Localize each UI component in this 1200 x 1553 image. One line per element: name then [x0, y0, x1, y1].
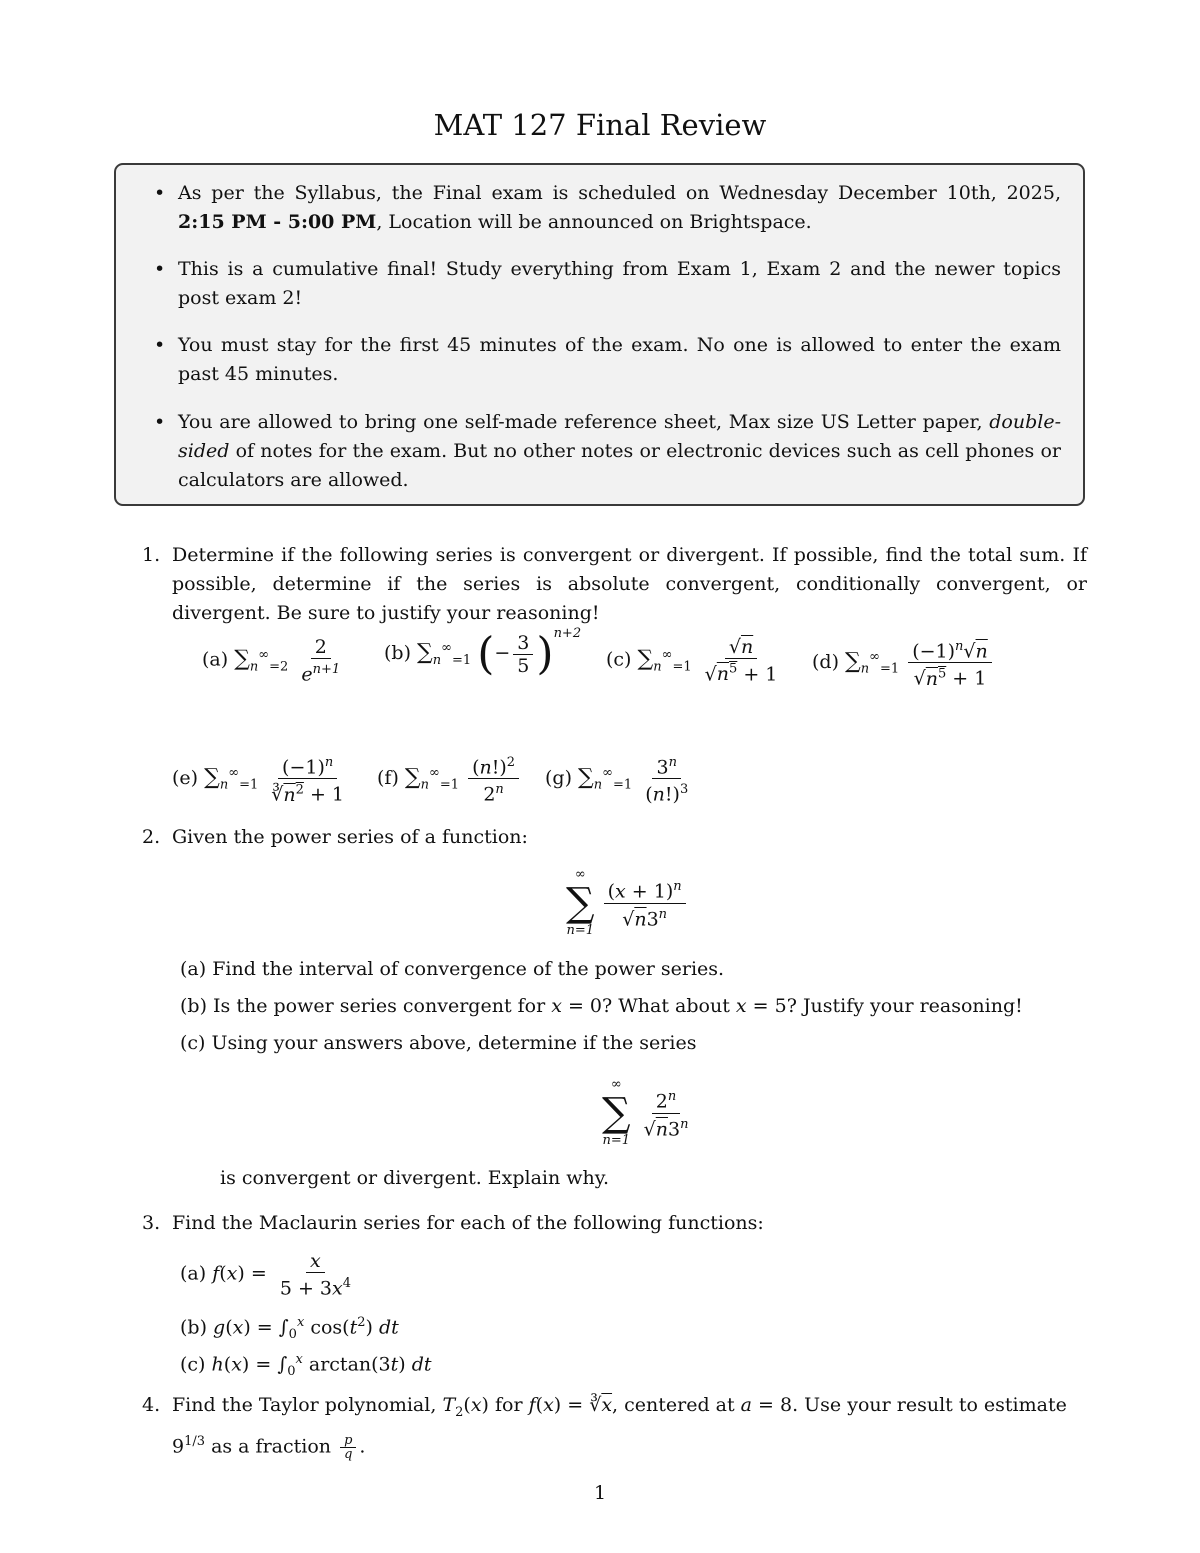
series-d: (d) $\sum_n^\infty_{=1}$ $\frac{(-1)^n√n}{√n^5 + 1}$: [812, 636, 995, 690]
problem-1-text: Determine if the following series is convergent or divergent. If possible, find the total sum. If possible, determine if the series is absolute convergent, conditionally convergent, or divergent. Be sure to justify your reasoning!: [172, 544, 1087, 624]
problem-2c-followup: is convergent or divergent. Explain why.: [220, 1167, 610, 1189]
notice-item-schedule: • As per the Syllabus, the Final exam is scheduled on Wednesday December 10th, 2025, 2:15 PM - 5:00 PM, Location will be announced on Brightspace.: [178, 179, 1061, 237]
page-title: MAT 127 Final Review: [433, 108, 767, 142]
comparison-series: ∞ ∑ n=1 $\frac{2^n}{√n3^n}$: [602, 1077, 689, 1148]
notice-item-attendance: • You must stay for the first 45 minutes of the exam. No one is allowed to enter the exam past 45 minutes.: [178, 331, 1061, 389]
series-b: (b) $\sum_n^\infty_{=1}$ (− $\frac{3}{5}$ )$^{n+2}$: [384, 626, 582, 680]
series-g: (g) $\sum_n^\infty_{=1}$ $\frac{3^n}{(n!)^3}$: [545, 752, 695, 806]
problem-2a: (a) Find the interval of convergence of the power series.: [180, 958, 725, 980]
series-f: (f) $\sum_n^\infty_{=1}$ $\frac{(n!)^2}{2^n}$: [377, 752, 522, 806]
exam-notice-box: [114, 163, 1085, 506]
series-e: (e) $\sum_n^\infty_{=1}$ $\frac{(-1)^n}{∛n^2 + 1}$: [172, 752, 351, 806]
notice-item-cumulative: • This is a cumulative final! Study everything from Exam 1, Exam 2 and the newer topics post exam 2!: [178, 255, 1061, 313]
problem-3a: (a) f(x) = $\frac{x}{5 + 3x^4}$: [180, 1250, 351, 1300]
notice-item-reference-sheet: • You are allowed to bring one self-made reference sheet, Max size US Letter paper, double-sided of notes for the exam. But no other notes or electronic devices such as cell phones or calculators are allowed.: [178, 408, 1061, 495]
series-c: (c) $\sum_n^\infty_{=1}$ $\frac{√n}{√n^5 + 1}$: [606, 636, 778, 686]
problem-3c: (c) $h(x) = \int_0^x$ arctan(3t) dt: [180, 1352, 432, 1380]
problem-3b: (b) $g(x) = \int_0^x$ $\cos(t^2)$ dt: [180, 1315, 399, 1343]
problem-2b: (b) Is the power series convergent for x = 0? What about x = 5? Justify your reasoning!: [180, 995, 1023, 1017]
power-series: ∞ ∑ n=1 $\frac{(x + 1)^n}{√n3^n}$: [566, 867, 689, 939]
problem-2c: (c) Using your answers above, determine if the series: [180, 1032, 697, 1054]
series-a: (a) $\sum_n^\infty_{=2}$ $\frac{2}{e^{n+1}}$: [202, 636, 341, 686]
page-number: 1: [593, 1482, 607, 1504]
